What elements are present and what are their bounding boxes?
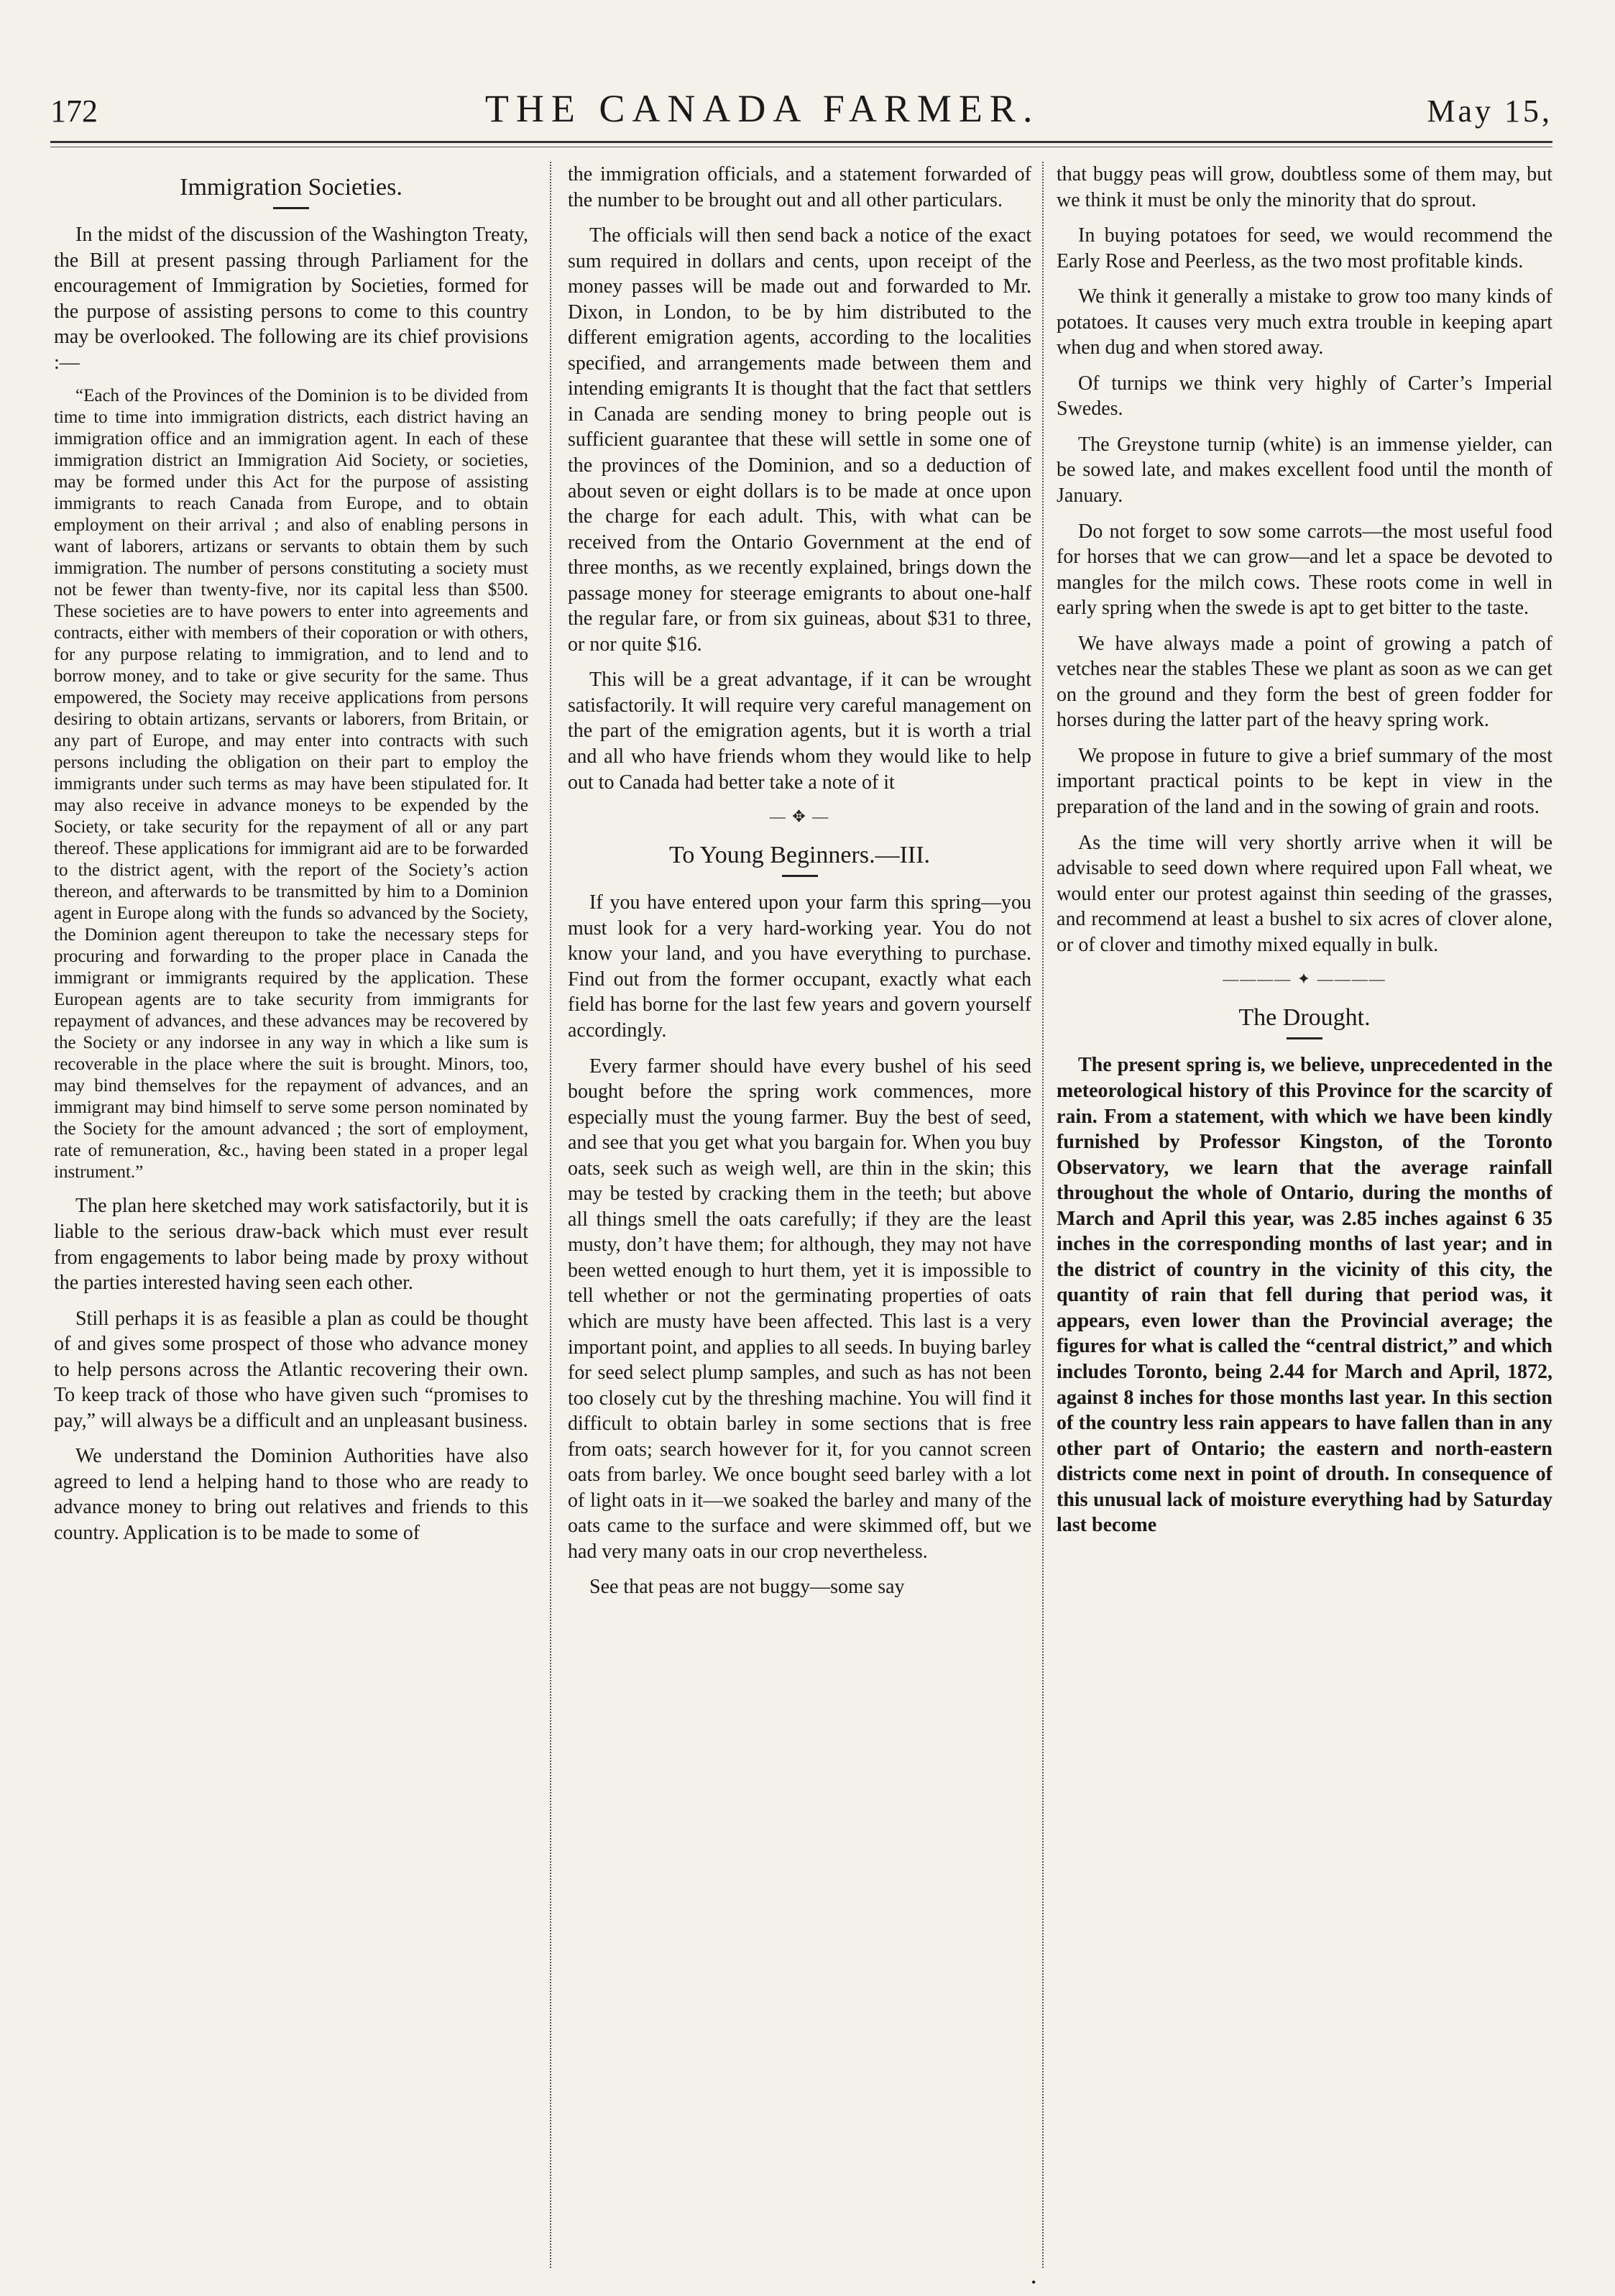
paragraph: If you have entered upon your farm this spring—you must look for a very hard-working year. You do not know your land, and you have everything to purchase. Find out from the former occupant, exactly what each field has borne for the last few years and govern yourself accordingly. — [568, 891, 1031, 1042]
title-dash — [1287, 1037, 1322, 1039]
paragraph: the immigration officials, and a statement forwarded of the number to be brought out and all other particulars. — [568, 163, 1031, 211]
paragraph: We have always made a point of growing a patch of vetches near the stables These we plant as soon as we can get on the ground and they form the best of green fodder for horses during the latter part of the heavy spring work. — [1057, 632, 1552, 732]
article-title-drought: The Drought. — [1238, 1004, 1371, 1032]
paragraph: Of turnips we think very highly of Carter’s Imperial Swedes. — [1057, 372, 1552, 421]
section-ornament: ———— ✦ ———— — [1223, 970, 1386, 988]
paragraph: The present spring is, we believe, unprecedented in the meteorological history of this Province for the scarcity of rain. From a statement, with which we have been kindly furnished by Professor Kingston, of the Toronto Observatory, we learn that the average rainfall throughout the whole of Ontario, during the months of March and April this year, was 2.85 inches against 6 35 inches in the corresponding months of last year; and in the district of country in the vicinity of this city, the quantity of rain that fell during that period was, it appears, even lower than the Provincial average; the figures for what is called the “central district,” and which includes Toronto, being 2.44 for March and April, 1872, against 8 inches for those months last year. In this section of the country less rain appears to have fallen than in any other part of Ontario; the eastern and north-eastern districts come next in point of drouth. In consequence of this unusual lack of moisture everything had by Saturday last become — [1057, 1054, 1552, 1537]
paragraph: We propose in future to give a brief summary of the most important practical points to be kept in view in the preparation of the land and in the sowing of grain and roots. — [1057, 744, 1552, 819]
paragraph: The Greystone turnip (white) is an immense yielder, can be sowed late, and makes excellent food until the month of January. — [1057, 433, 1552, 508]
article-title-immigration: Immigration Societies. — [180, 174, 402, 201]
quoted-provisions: “Each of the Provinces of the Dominion is to be divided from time to time into immigration districts, each district having an immigration office and an immigration agent. In each of these immigration district an Immigration Aid Society, or societies, may be formed under this Act for the purpose of assisting immigrants to reach Canada from Europe, and to obtain employment on their arrival ; and also of enabling persons in want of laborers, artizans or servants to obtain them by such immigration. The number of persons constituting a society must not be fewer than twenty-five, nor its capital less than $500. These societies are to have powers to enter into agreements and contracts, either with members of their coporation or with others, for any purpose relating to immigration, and to lend and to borrow money, and to take or give security for the same. Thus empowered, the Society may receive applications from persons desiring to obtain artizans, servants or laborers, from Britain, or any part of Europe, and may enter into contracts with such persons including the obligation on their part to employ the immigrants under such terms as may have been stipulated for. It may also receive in advance moneys to be expended by the Society, or take security for the repayment of all or any part thereof. These applications for immigrant aid are to be forwarded to the district agent, with the report of the Society’s action thereon, and afterwards to be transmitted by him to a Dominion agent in Europe along with the funds so advanced by the Society, the Dominion agent thereupon to take the necessary steps for procuring and forwarding to the proper place in Canada the immigrant or immigrants required by the application. These European agents are to take security from immigrants for repayment of advances, and these advances may be recovered by the Society or any indorsee in any way in which a like sum is recoverable in the place where the suit is brought. Minors, too, may bind themselves for the repayment of advances, and an immigrant may bind himself to serve some person nominated by the Society for the amount advanced ; the sort of employment, rate of remuneration, &c., having been stated in a proper legal instrument.” — [54, 386, 528, 1183]
header-rule — [50, 141, 1552, 143]
title-dash — [782, 875, 818, 877]
column-divider — [550, 162, 551, 2268]
paragraph: The officials will then send back a notice of the exact sum required in dollars and cents, upon receipt of the money passes will be made out and forwarded to Mr. Dixon, in London, to be by him distributed to the different emigration agents, according to the localities specified, and arrangements made between them and intending emigrants It is thought that the fact that settlers in Canada are sending money to bring people out is sufficient guarantee that these will settle in some one of the provinces of the Dominion, and so a deduction of about seven or eight dollars is to be made at once upon the charge for each adult. This, with what can be received from the Ontario Government at the end of three months, as we recently explained, brings down the passage money for steerage emigrants to about one-half the regular fare, or from six guineas, about $31 to three, or nor quite $16. — [568, 224, 1031, 656]
paragraph: The plan here sketched may work satisfactorily, but it is liable to the serious draw-back which must ever result from engagements to labor being made by proxy without the parties interested having seen each other. — [54, 1195, 528, 1295]
paragraph: See that peas are not buggy—some say — [589, 1576, 905, 1599]
page-header — [50, 86, 1552, 129]
page-dot: • — [1031, 2275, 1036, 2290]
paragraph: Every farmer should have every bushel of his seed bought before the spring work commences, more especially must the young farmer. Buy the best of seed, and see that you get what you bargain for. When you buy oats, seek such as weigh well, are thin in the skin; this may be tested by cracking them in the teeth; but above all things smell the oats carefully; if they are the least musty, don’t have them; for although, they may not have been wetted enough to hurt them, yet it is impossible to tell whether or not the germinating properties of oats which are musty have been affected. This last is a very important point, and applies to all seeds. In buying barley for seed select plump samples, and such as has not been too closely cut by the threshing machine. You will find it difficult to obtain barley in some sections that is free from oats; search however for it, for you cannot screen oats from barley. We once bought seed barley with a lot of light oats in it—we soaked the barley and many of the oats came to the surface and were skimmed off, but we had very many oats in our crop nevertheless. — [568, 1055, 1031, 1563]
paragraph: Do not forget to sow some carrots—the most useful food for horses that we can grow—and let a space be devoted to mangles for the milch cows. These roots come in well in early spring when the swede is apt to get bitter to the taste. — [1057, 520, 1552, 620]
column-1 — [54, 162, 528, 2279]
page-number: 172 — [50, 93, 98, 129]
paragraph: We understand the Dominion Authorities have also agreed to lend a helping hand to those who are ready to advance money to bring out relatives and friends to this country. Application is to be made to some of — [54, 1445, 528, 1545]
paragraph: In buying potatoes for seed, we would recommend the Early Rose and Peerless, as the two most profitable kinds. — [1057, 224, 1552, 272]
paragraph: We think it generally a mistake to grow too many kinds of potatoes. It causes very much extra trouble in keeping apart when dug and when stored away. — [1057, 285, 1552, 359]
column-divider — [1042, 162, 1044, 2268]
paragraph: As the time will very shortly arrive when it will be advisable to seed down where required upon Fall wheat, we would enter our protest against thin seeding of the grasses, and recommend at least a bushel to six acres of clover alone, or of clover and timothy mixed equally in bulk. — [1057, 831, 1552, 956]
drought-body — [1057, 1052, 1552, 1538]
paragraph: This will be a great advantage, if it can be wrought satisfactorily. It will require very careful management on the part of the emigration agents, but it is worth a trial and all who have friends whom they would like to help out to Canada had better take a note of it — [568, 669, 1031, 794]
column-3 — [1057, 162, 1552, 2279]
issue-date: May 15, — [1427, 93, 1552, 129]
column-2 — [568, 162, 1031, 2279]
article-title-young-beginners: To Young Beginners.—III. — [668, 842, 931, 869]
paragraph: that buggy peas will grow, doubtless some of them may, but we think it must be only the minority that do sprout. — [1057, 163, 1552, 211]
paragraph: Still perhaps it is as feasible a plan as could be thought of and gives some prospect of those who advance money to help persons across the Atlantic recovering their own. To keep track of those who have given such “promises to pay,” will always be a difficult and an unpleasant business. — [54, 1307, 528, 1432]
publication-title: THE CANADA FARMER. — [484, 87, 1040, 130]
section-ornament: — ✥ — — [769, 807, 830, 826]
title-dash — [273, 207, 309, 209]
paragraph: In the midst of the discussion of the Washington Treaty, the Bill at present passing through Parliament for the encouragement of Immigration by Societies, formed for the purpose of assisting persons to come to this country may be overlooked. The following are its chief provisions :— — [54, 224, 528, 374]
